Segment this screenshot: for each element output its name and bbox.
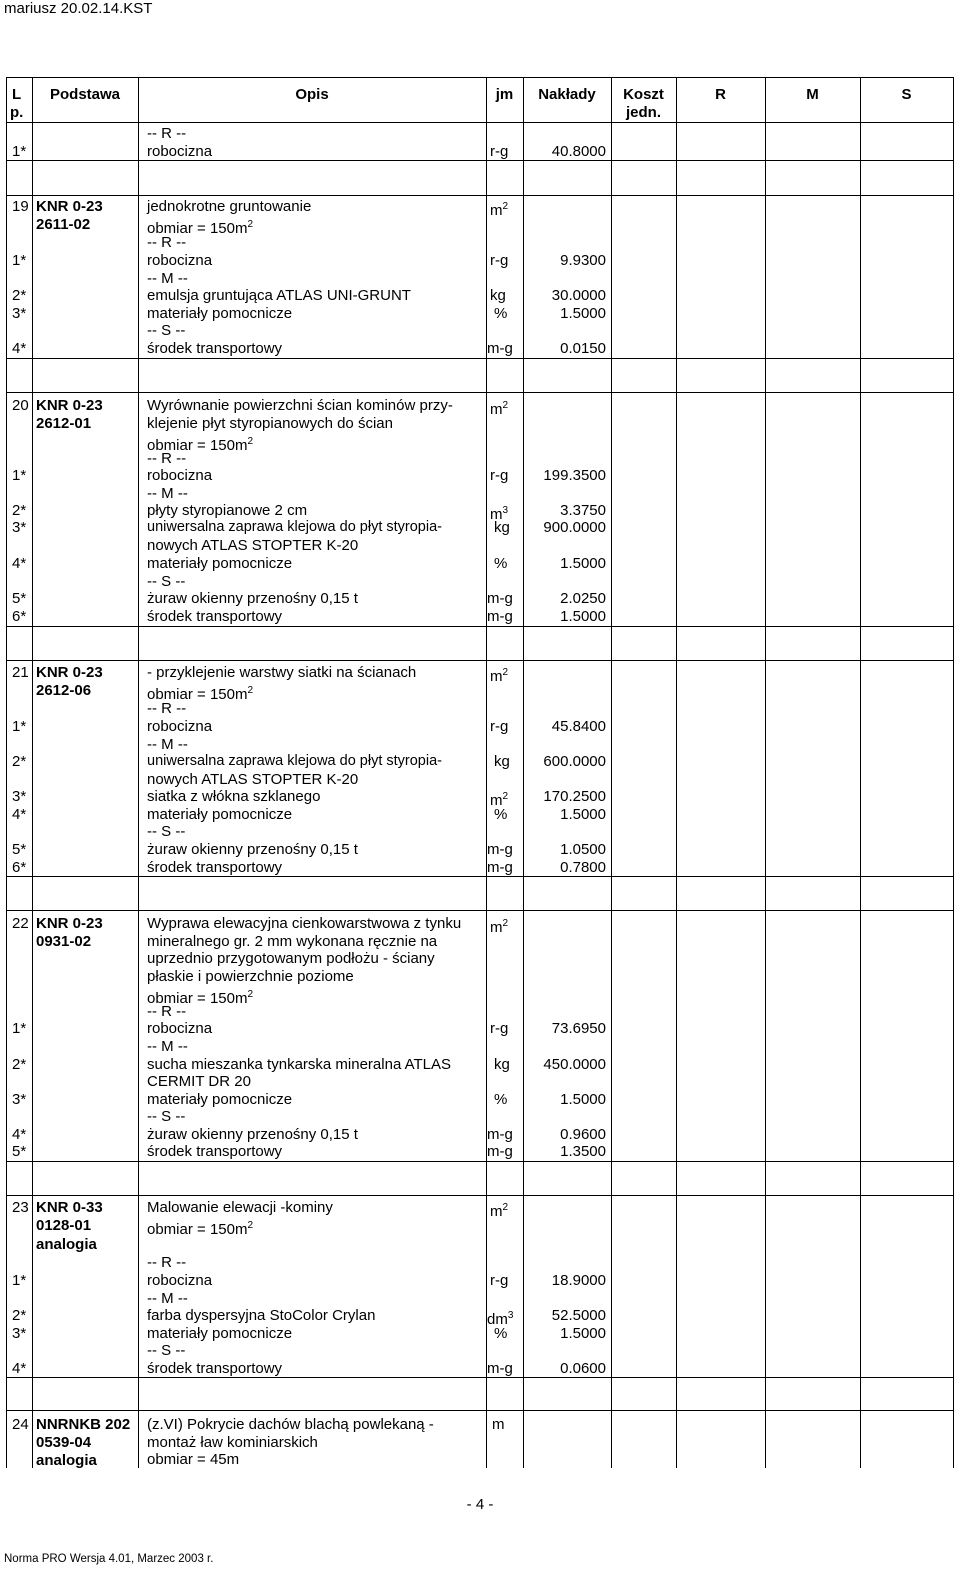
row-no: 4* <box>12 806 27 823</box>
row-value: 0.7800 <box>560 859 606 876</box>
position-unit: $m^2$ <box>490 667 509 685</box>
unit-exponent: 2 <box>247 685 254 696</box>
group-label: -- M -- <box>147 736 188 753</box>
row-jm: $dm^3$ <box>487 1310 514 1328</box>
row-jm: r-g <box>490 1020 509 1037</box>
unit-exponent: 3 <box>502 505 509 516</box>
row-jm: m-g <box>487 859 513 876</box>
position-number: 20 <box>12 397 29 414</box>
row-value: 600.0000 <box>543 753 606 770</box>
group-label: -- S -- <box>147 1108 186 1125</box>
row-value: 1.0500 <box>560 841 606 858</box>
row-no: 3* <box>12 1091 27 1108</box>
row-jm: r-g <box>490 718 509 735</box>
row-name: materiały pomocnicze <box>147 1325 293 1342</box>
row-jm: r-g <box>490 143 509 160</box>
row-no: 1* <box>12 718 27 735</box>
row-name: sucha mieszanka tynkarska mineralna ATLAS <box>147 1056 452 1073</box>
position-basis: KNR 0-23 <box>36 397 103 414</box>
position-description: - przyklejenie warstwy siatki na ścianach <box>147 664 417 681</box>
position-measure: obmiar = $150m^2$ <box>147 989 254 1007</box>
row-jm: r-g <box>490 467 509 484</box>
row-jm: kg <box>494 753 510 770</box>
header-koszt: Koszt <box>623 86 664 103</box>
row-name: żuraw okienny przenośny 0,15 t <box>147 590 358 607</box>
row-jm: % <box>494 1325 508 1342</box>
row-value: 0.9600 <box>560 1126 606 1143</box>
row-jm: m-g <box>487 608 513 625</box>
row-jm: m-g <box>487 590 513 607</box>
row-name: robocizna <box>147 1020 213 1037</box>
row-no: 5* <box>12 841 27 858</box>
row-jm: % <box>494 555 508 572</box>
row-name: materiały pomocnicze <box>147 1091 293 1108</box>
header-m: M <box>806 86 819 103</box>
row-value: 170.2500 <box>543 788 606 805</box>
row-no: 4* <box>12 555 27 572</box>
row-value: 1.3500 <box>560 1143 606 1160</box>
row-jm: r-g <box>490 1272 509 1289</box>
position-description: klejenie płyt styropianowych do ścian <box>147 415 393 432</box>
position-basis: KNR 0-23 <box>36 198 103 215</box>
header-lp-l: L <box>12 86 22 103</box>
position-basis: 0128-01 <box>36 1217 92 1234</box>
row-value: 30.0000 <box>551 287 606 304</box>
position-description: montaż ław kominiarskich <box>147 1434 318 1451</box>
position-number: 19 <box>12 198 29 215</box>
group-label: -- S -- <box>147 1342 186 1359</box>
row-no: 5* <box>12 1143 27 1160</box>
group-label: -- M -- <box>147 1290 188 1307</box>
unit-exponent: 2 <box>247 436 254 447</box>
row-name: emulsja gruntująca ATLAS UNI-GRUNT <box>147 287 411 304</box>
row-value: 73.6950 <box>551 1020 606 1037</box>
unit-exponent: 3 <box>507 1310 514 1321</box>
position-number: 22 <box>12 915 29 932</box>
row-no: 1* <box>12 1020 27 1037</box>
row-no: 3* <box>12 1325 27 1342</box>
unit-exponent: 2 <box>247 989 254 1000</box>
row-value: 0.0600 <box>560 1360 606 1377</box>
row-name: siatka z włókna szklanego <box>147 788 321 805</box>
position-basis: KNR 0-23 <box>36 664 103 681</box>
row-no: 6* <box>12 608 27 625</box>
row-name: żuraw okienny przenośny 0,15 t <box>147 841 358 858</box>
header-s: S <box>901 86 912 103</box>
group-label: -- R -- <box>147 1254 187 1271</box>
row-no: 1* <box>12 252 27 269</box>
header-podstawa: Podstawa <box>49 86 121 103</box>
position-unit: $m^2$ <box>490 400 509 418</box>
row-name: farba dyspersyjna StoColor Crylan <box>147 1307 376 1324</box>
position-unit: $m^2$ <box>490 201 509 219</box>
position-unit: $m^2$ <box>490 1202 509 1220</box>
position-measure: obmiar = $150m^2$ <box>147 685 254 703</box>
row-jm: m-g <box>487 841 513 858</box>
position-measure: obmiar = 45m <box>147 1451 240 1468</box>
row-name: środek transportowy <box>147 859 283 876</box>
row-jm: kg <box>494 1056 510 1073</box>
row-jm: $m^2$ <box>490 791 509 809</box>
row-no: 2* <box>12 753 27 770</box>
position-description: płaskie i powierzchnie poziome <box>147 968 354 985</box>
position-basis: analogia <box>36 1452 97 1469</box>
unit-exponent: 2 <box>502 1202 509 1213</box>
group-label: -- R -- <box>147 125 187 142</box>
row-jm: r-g <box>490 252 509 269</box>
row-name: robocizna <box>147 467 213 484</box>
position-basis: analogia <box>36 1236 97 1253</box>
position-number: 24 <box>12 1416 29 1433</box>
page-number: - 4 - <box>466 1496 494 1513</box>
row-name: robocizna <box>147 1272 213 1289</box>
row-no: 2* <box>12 1307 27 1324</box>
unit-exponent: 2 <box>502 201 509 212</box>
position-unit: $m^2$ <box>490 918 509 936</box>
row-jm: m-g <box>487 1143 513 1160</box>
row-value: 3.3750 <box>560 502 606 519</box>
row-no: 3* <box>12 519 27 536</box>
position-basis: 2611-02 <box>36 216 91 233</box>
row-value: 1.5000 <box>560 305 606 322</box>
header-jm: jm <box>495 86 514 103</box>
header-koszt-jedn: jedn. <box>625 104 661 121</box>
row-jm: kg <box>490 287 506 304</box>
position-basis: 2612-06 <box>36 682 92 699</box>
row-value: 18.9000 <box>551 1272 606 1289</box>
row-name: materiały pomocnicze <box>147 806 293 823</box>
row-jm: % <box>494 806 508 823</box>
unit-exponent: 2 <box>247 1220 254 1231</box>
row-value: 199.3500 <box>543 467 606 484</box>
row-name: uniwersalna zaprawa klejowa do płyt styropia- <box>147 753 442 769</box>
row-name: materiały pomocnicze <box>147 555 293 572</box>
group-label: -- R -- <box>147 700 187 717</box>
position-basis: KNR 0-33 <box>36 1199 103 1216</box>
header-naklady: Nakłady <box>538 86 596 103</box>
position-measure: obmiar = $150m^2$ <box>147 219 254 237</box>
position-description: Wyrównanie powierzchni ścian kominów przy- <box>147 397 453 414</box>
position-description: mineralnego gr. 2 mm wykonana ręcznie na <box>147 933 438 950</box>
row-name: środek transportowy <box>147 1360 283 1377</box>
document-title: mariusz 20.02.14.KST <box>4 0 153 17</box>
row-value: 45.8400 <box>551 718 606 735</box>
group-label: -- R -- <box>147 234 187 251</box>
row-name: żuraw okienny przenośny 0,15 t <box>147 1126 358 1143</box>
row-value: 1.5000 <box>560 555 606 572</box>
row-value: 0.0150 <box>560 340 606 357</box>
row-no: 1* <box>12 143 27 160</box>
row-value: 450.0000 <box>543 1056 606 1073</box>
position-description: Wyprawa elewacyjna cienkowarstwowa z tynku <box>147 915 462 932</box>
row-no: 1* <box>12 467 27 484</box>
row-jm: % <box>494 305 508 322</box>
position-number: 23 <box>12 1199 29 1216</box>
row-jm: % <box>494 1091 508 1108</box>
row-no: 5* <box>12 590 27 607</box>
row-no: 4* <box>12 340 27 357</box>
position-basis: KNR 0-23 <box>36 915 103 932</box>
row-name: robocizna <box>147 718 213 735</box>
position-measure: obmiar = $150m^2$ <box>147 1220 254 1238</box>
row-no: 1* <box>12 1272 27 1289</box>
position-unit: m <box>492 1416 505 1433</box>
unit-exponent: 2 <box>502 918 509 929</box>
row-name: płyty styropianowe 2 cm <box>147 502 308 519</box>
unit-exponent: 2 <box>247 219 254 230</box>
unit-exponent: 2 <box>502 667 509 678</box>
position-description: Malowanie elewacji -kominy <box>147 1199 333 1216</box>
row-no: 2* <box>12 502 27 519</box>
row-jm: $m^3$ <box>490 505 509 523</box>
unit-exponent: 2 <box>502 791 509 802</box>
row-no: 4* <box>12 1360 27 1377</box>
row-name: środek transportowy <box>147 608 283 625</box>
header-opis: Opis <box>295 86 329 103</box>
row-name: robocizna <box>147 252 213 269</box>
row-value: 2.0250 <box>560 590 606 607</box>
row-name: środek transportowy <box>147 1143 283 1160</box>
row-no: 3* <box>12 788 27 805</box>
position-basis: NNRNKB 202 <box>36 1416 131 1433</box>
row-name: środek transportowy <box>147 340 283 357</box>
row-name-cont: CERMIT DR 20 <box>147 1073 251 1090</box>
row-name: uniwersalna zaprawa klejowa do płyt styropia- <box>147 519 442 535</box>
row-value: 1.5000 <box>560 1091 606 1108</box>
row-no: 4* <box>12 1126 27 1143</box>
row-value: 1.5000 <box>560 1325 606 1342</box>
position-description: uprzednio przygotowanym podłożu - ściany <box>147 950 435 967</box>
group-label: -- M -- <box>147 485 188 502</box>
row-value: 900.0000 <box>543 519 606 536</box>
footer-note: Norma PRO Wersja 4.01, Marzec 2003 r. <box>4 1553 214 1565</box>
position-measure: obmiar = $150m^2$ <box>147 436 254 454</box>
row-value: 1.5000 <box>560 806 606 823</box>
row-jm: m-g <box>487 1126 513 1143</box>
row-name: materiały pomocnicze <box>147 305 293 322</box>
row-no: 3* <box>12 305 27 322</box>
row-value: 1.5000 <box>560 608 606 625</box>
row-no: 2* <box>12 287 27 304</box>
row-name-cont: nowych ATLAS STOPTER K-20 <box>147 771 359 788</box>
row-value: 52.5000 <box>551 1307 606 1324</box>
row-jm: m-g <box>487 1360 513 1377</box>
group-label: -- S -- <box>147 322 186 339</box>
position-basis: 0931-02 <box>36 933 92 950</box>
group-label: -- S -- <box>147 573 186 590</box>
row-value: 9.9300 <box>560 252 606 269</box>
group-label: -- S -- <box>147 823 186 840</box>
row-no: 6* <box>12 859 27 876</box>
row-no: 2* <box>12 1056 27 1073</box>
row-jm: kg <box>494 519 510 536</box>
group-label: -- M -- <box>147 1038 188 1055</box>
header-lp-p: p. <box>10 104 24 121</box>
position-basis: 2612-01 <box>36 415 92 432</box>
group-label: -- R -- <box>147 1003 187 1020</box>
row-name: robocizna <box>147 143 213 160</box>
row-value: 40.8000 <box>551 143 606 160</box>
position-description: (z.VI) Pokrycie dachów blachą powlekaną - <box>147 1416 434 1433</box>
header-r: R <box>715 86 726 103</box>
position-description: jednokrotne gruntowanie <box>147 198 312 215</box>
position-number: 21 <box>12 664 29 681</box>
group-label: -- R -- <box>147 450 187 467</box>
row-jm: m-g <box>487 340 513 357</box>
unit-exponent: 2 <box>502 400 509 411</box>
row-name-cont: nowych ATLAS STOPTER K-20 <box>147 537 359 554</box>
position-basis: 0539-04 <box>36 1434 92 1451</box>
group-label: -- M -- <box>147 270 188 287</box>
